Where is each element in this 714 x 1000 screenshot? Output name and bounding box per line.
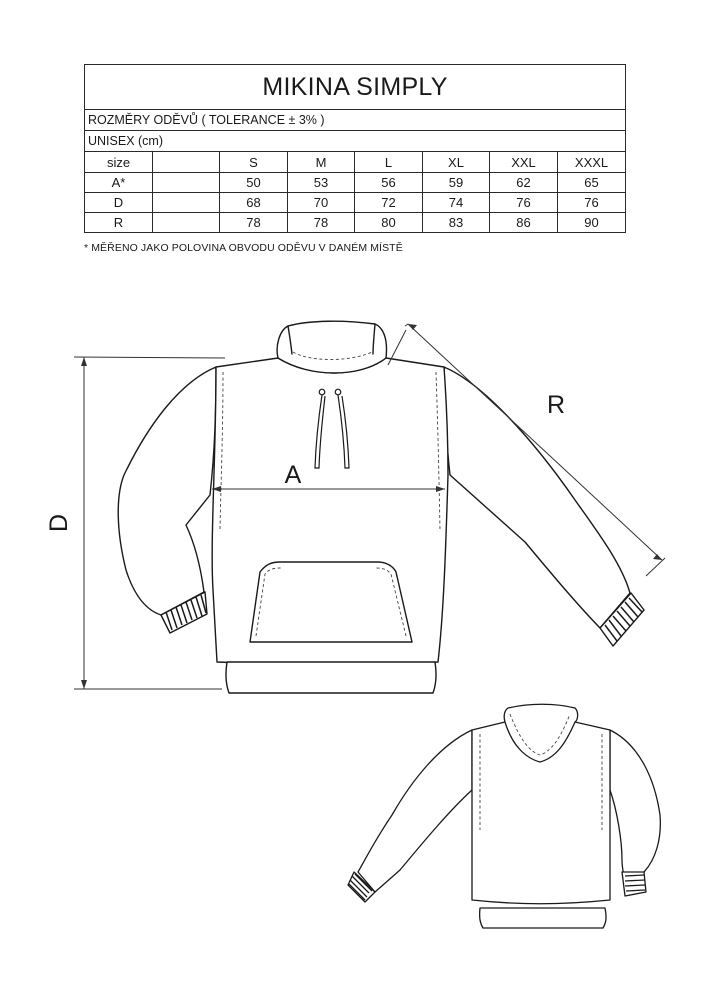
chart-title: MIKINA SIMPLY bbox=[85, 65, 626, 110]
table-cell: 80 bbox=[355, 213, 423, 233]
table-cell: 90 bbox=[558, 213, 626, 233]
table-cell: 53 bbox=[288, 173, 355, 193]
table-cell: 50 bbox=[220, 173, 288, 193]
table-cell: 65 bbox=[558, 173, 626, 193]
table-row bbox=[85, 213, 626, 233]
empty-cell bbox=[153, 152, 220, 173]
size-header-label: size bbox=[85, 152, 153, 173]
table-cell: 70 bbox=[288, 193, 355, 213]
table-cell: 78 bbox=[220, 213, 288, 233]
unit-label: UNISEX (cm) bbox=[85, 131, 626, 152]
table-cell: 86 bbox=[490, 213, 558, 233]
size-column-header: L bbox=[355, 152, 423, 173]
row-label: A* bbox=[85, 173, 153, 193]
table-cell: 76 bbox=[490, 193, 558, 213]
empty-cell bbox=[153, 173, 220, 193]
empty-cell bbox=[153, 213, 220, 233]
row-label: D bbox=[85, 193, 153, 213]
size-chart-table bbox=[84, 64, 626, 233]
left-sleeve bbox=[118, 367, 216, 615]
table-cell: 72 bbox=[355, 193, 423, 213]
back-left-sleeve bbox=[358, 730, 472, 892]
funnel-collar bbox=[277, 321, 386, 373]
label-a: A bbox=[284, 461, 302, 489]
size-column-header: M bbox=[288, 152, 355, 173]
table-cell: 74 bbox=[423, 193, 490, 213]
size-column-header: XXL bbox=[490, 152, 558, 173]
table-cell: 83 bbox=[423, 213, 490, 233]
row-label: R bbox=[85, 213, 153, 233]
table-row bbox=[85, 193, 626, 213]
table-cell: 78 bbox=[288, 213, 355, 233]
table-row bbox=[85, 173, 626, 193]
table-cell: 56 bbox=[355, 173, 423, 193]
measurement-footnote: * MĚŘENO JAKO POLOVINA OBVODU ODĚVU V DANÉM MÍSTĚ bbox=[84, 242, 403, 254]
table-cell: 76 bbox=[558, 193, 626, 213]
table-cell: 62 bbox=[490, 173, 558, 193]
right-sleeve bbox=[444, 367, 630, 628]
kangaroo-pocket bbox=[250, 562, 412, 642]
table-cell: 68 bbox=[220, 193, 288, 213]
back-right-sleeve bbox=[610, 730, 660, 892]
hoodie-back-drawing bbox=[340, 700, 680, 935]
tolerance-note: ROZMĚRY ODĚVŮ ( TOLERANCE ± 3% ) bbox=[85, 110, 626, 131]
header-row bbox=[85, 152, 626, 173]
hoodie-front-drawing bbox=[45, 310, 680, 705]
size-column-header: XXXL bbox=[558, 152, 626, 173]
size-column-header: XL bbox=[423, 152, 490, 173]
label-r: R bbox=[546, 391, 566, 419]
size-column-header: S bbox=[220, 152, 288, 173]
label-d: D bbox=[45, 513, 73, 533]
waistband bbox=[226, 662, 436, 693]
table-cell: 59 bbox=[423, 173, 490, 193]
empty-cell bbox=[153, 193, 220, 213]
back-waistband bbox=[480, 908, 606, 928]
